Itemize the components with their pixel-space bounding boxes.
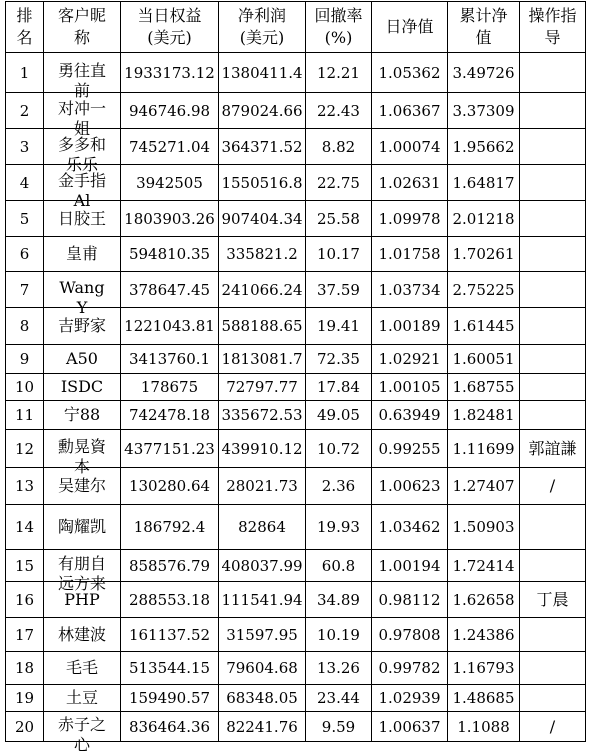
guide-cell [520,129,586,165]
nickname-cell: PHP [44,582,121,618]
table-row [6,129,586,165]
daily-nav-cell: 1.09978 [372,201,448,237]
guide-cell: 郭誼謙 [520,430,586,468]
profit-cell: 588188.65 [219,308,306,345]
rank-cell: 6 [6,237,44,272]
rank-cell: 10 [6,374,44,401]
profit-cell: 439910.12 [219,430,306,468]
daily-nav-cell: 0.63949 [372,401,448,430]
equity-cell: 594810.35 [121,237,219,272]
nickname-cell: 对冲一 姐 [44,93,121,129]
nickname-cell: 毛毛 [44,652,121,685]
nickname-cell: ISDC [44,374,121,401]
rank-cell: 7 [6,272,44,308]
rank-cell: 11 [6,401,44,430]
daily-nav-cell: 0.99782 [372,652,448,685]
cum-nav-cell: 1.11699 [448,430,520,468]
nickname-cell: 勇往直 前 [44,53,121,93]
table-row [6,345,586,374]
table-row [6,505,586,550]
profit-cell: 907404.34 [219,201,306,237]
drawdown-cell: 19.93 [306,505,372,550]
rank-cell: 3 [6,129,44,165]
daily-nav-cell: 1.03462 [372,505,448,550]
profit-cell: 31597.95 [219,618,306,652]
nickname-cell: 吴建尔 [44,468,121,505]
drawdown-cell: 2.36 [306,468,372,505]
rank-cell: 4 [6,165,44,201]
profit-cell: 28021.73 [219,468,306,505]
rank-cell: 9 [6,345,44,374]
header-equity: 当日权益 (美元) [121,2,219,53]
rank-cell: 12 [6,430,44,468]
guide-cell: 丁晨 [520,582,586,618]
cum-nav-cell: 1.70261 [448,237,520,272]
daily-nav-cell: 1.03734 [372,272,448,308]
nickname-cell: 赤子之 心 [44,712,121,742]
nickname-cell: A50 [44,345,121,374]
header-row [6,2,586,53]
nickname-cell: 皇甫 [44,237,121,272]
daily-nav-cell: 1.00189 [372,308,448,345]
guide-cell: / [520,712,586,742]
drawdown-cell: 12.21 [306,53,372,93]
cum-nav-cell: 3.37309 [448,93,520,129]
header-cum-nav: 累计净 值 [448,2,520,53]
table-row [6,401,586,430]
rank-cell: 15 [6,550,44,582]
table-row [6,237,586,272]
rank-cell: 19 [6,685,44,712]
guide-cell [520,374,586,401]
drawdown-cell: 19.41 [306,308,372,345]
guide-cell [520,201,586,237]
table-row [6,618,586,652]
guide-cell [520,401,586,430]
guide-cell [520,345,586,374]
guide-cell [520,272,586,308]
drawdown-cell: 10.72 [306,430,372,468]
equity-cell: 858576.79 [121,550,219,582]
profit-cell: 408037.99 [219,550,306,582]
equity-cell: 4377151.23 [121,430,219,468]
nickname-cell: 吉野家 [44,308,121,345]
cum-nav-cell: 1.72414 [448,550,520,582]
equity-cell: 3942505 [121,165,219,201]
cum-nav-cell: 1.50903 [448,505,520,550]
header-guide: 操作指 导 [520,2,586,53]
drawdown-cell: 9.59 [306,712,372,742]
drawdown-cell: 49.05 [306,401,372,430]
guide-cell: / [520,468,586,505]
header-daily-nav: 日净值 [372,2,448,53]
header-drawdown: 回撤率 (%) [306,2,372,53]
drawdown-cell: 37.59 [306,272,372,308]
equity-cell: 378647.45 [121,272,219,308]
equity-cell: 1221043.81 [121,308,219,345]
drawdown-cell: 17.84 [306,374,372,401]
drawdown-cell: 60.8 [306,550,372,582]
drawdown-cell: 8.82 [306,129,372,165]
cum-nav-cell: 3.49726 [448,53,520,93]
table-row [6,652,586,685]
profit-cell: 82864 [219,505,306,550]
table-row [6,685,586,712]
nickname-cell: 日胶王 [44,201,121,237]
drawdown-cell: 10.19 [306,618,372,652]
guide-cell [520,652,586,685]
table-row [6,93,586,129]
daily-nav-cell: 1.02631 [372,165,448,201]
cum-nav-cell: 1.16793 [448,652,520,685]
daily-nav-cell: 1.00105 [372,374,448,401]
equity-cell: 159490.57 [121,685,219,712]
cum-nav-cell: 1.24386 [448,618,520,652]
daily-nav-cell: 1.06367 [372,93,448,129]
profit-cell: 72797.77 [219,374,306,401]
cum-nav-cell: 1.64817 [448,165,520,201]
profit-cell: 68348.05 [219,685,306,712]
equity-cell: 836464.36 [121,712,219,742]
equity-cell: 178675 [121,374,219,401]
equity-cell: 742478.18 [121,401,219,430]
daily-nav-cell: 0.98112 [372,582,448,618]
cum-nav-cell: 1.62658 [448,582,520,618]
drawdown-cell: 23.44 [306,685,372,712]
table-row [6,374,586,401]
nickname-cell: 金手指 Al [44,165,121,201]
profit-cell: 241066.24 [219,272,306,308]
nickname-cell: Wang Y [44,272,121,308]
drawdown-cell: 22.43 [306,93,372,129]
guide-cell [520,505,586,550]
rank-cell: 14 [6,505,44,550]
profit-cell: 335821.2 [219,237,306,272]
table-row [6,712,586,742]
rank-cell: 18 [6,652,44,685]
daily-nav-cell: 0.99255 [372,430,448,468]
profit-cell: 82241.76 [219,712,306,742]
guide-cell [520,237,586,272]
daily-nav-cell: 1.01758 [372,237,448,272]
cum-nav-cell: 1.48685 [448,685,520,712]
nickname-cell: 土豆 [44,685,121,712]
nickname-cell: 多多和 乐乐 [44,129,121,165]
cum-nav-cell: 1.61445 [448,308,520,345]
daily-nav-cell: 1.00637 [372,712,448,742]
equity-cell: 1803903.26 [121,201,219,237]
equity-cell: 130280.64 [121,468,219,505]
equity-cell: 3413760.1 [121,345,219,374]
drawdown-cell: 34.89 [306,582,372,618]
rank-cell: 2 [6,93,44,129]
cum-nav-cell: 1.1088 [448,712,520,742]
equity-cell: 1933173.12 [121,53,219,93]
cum-nav-cell: 2.75225 [448,272,520,308]
table-row [6,308,586,345]
drawdown-cell: 25.58 [306,201,372,237]
cum-nav-cell: 1.95662 [448,129,520,165]
rank-cell: 17 [6,618,44,652]
cum-nav-cell: 1.60051 [448,345,520,374]
cum-nav-cell: 1.82481 [448,401,520,430]
drawdown-cell: 10.17 [306,237,372,272]
profit-cell: 1380411.4 [219,53,306,93]
daily-nav-cell: 1.02939 [372,685,448,712]
nickname-cell: 林建波 [44,618,121,652]
header-nickname: 客户昵 称 [44,2,121,53]
profit-cell: 879024.66 [219,93,306,129]
guide-cell [520,618,586,652]
daily-nav-cell: 1.05362 [372,53,448,93]
profit-cell: 335672.53 [219,401,306,430]
cum-nav-cell: 2.01218 [448,201,520,237]
rank-cell: 16 [6,582,44,618]
table-row [6,468,586,505]
guide-cell [520,685,586,712]
guide-cell [520,550,586,582]
equity-cell: 186792.4 [121,505,219,550]
equity-cell: 161137.52 [121,618,219,652]
guide-cell [520,308,586,345]
header-rank: 排 名 [6,2,44,53]
profit-cell: 79604.68 [219,652,306,685]
guide-cell [520,53,586,93]
profit-cell: 1813081.7 [219,345,306,374]
table-row [6,53,586,93]
drawdown-cell: 13.26 [306,652,372,685]
drawdown-cell: 22.75 [306,165,372,201]
equity-cell: 745271.04 [121,129,219,165]
guide-cell [520,165,586,201]
profit-cell: 364371.52 [219,129,306,165]
nickname-cell: 勳晃資 本 [44,430,121,468]
daily-nav-cell: 1.02921 [372,345,448,374]
rank-cell: 8 [6,308,44,345]
rank-cell: 5 [6,201,44,237]
nickname-cell: 有朋自 远方来 [44,550,121,582]
table-row [6,430,586,468]
guide-cell [520,93,586,129]
rank-cell: 20 [6,712,44,742]
profit-cell: 1550516.8 [219,165,306,201]
equity-cell: 946746.98 [121,93,219,129]
equity-cell: 513544.15 [121,652,219,685]
header-profit: 净利润 (美元) [219,2,306,53]
daily-nav-cell: 1.00623 [372,468,448,505]
ranking-table [5,1,586,754]
drawdown-cell: 72.35 [306,345,372,374]
table-row [6,201,586,237]
nickname-cell: 宁88 [44,401,121,430]
table-row [6,550,586,582]
rank-cell: 13 [6,468,44,505]
nickname-cell: 陶耀凯 [44,505,121,550]
cum-nav-cell: 1.68755 [448,374,520,401]
cum-nav-cell: 1.27407 [448,468,520,505]
daily-nav-cell: 1.00194 [372,550,448,582]
daily-nav-cell: 1.00074 [372,129,448,165]
equity-cell: 288553.18 [121,582,219,618]
profit-cell: 111541.94 [219,582,306,618]
daily-nav-cell: 0.97808 [372,618,448,652]
rank-cell: 1 [6,53,44,93]
table-row [6,272,586,308]
